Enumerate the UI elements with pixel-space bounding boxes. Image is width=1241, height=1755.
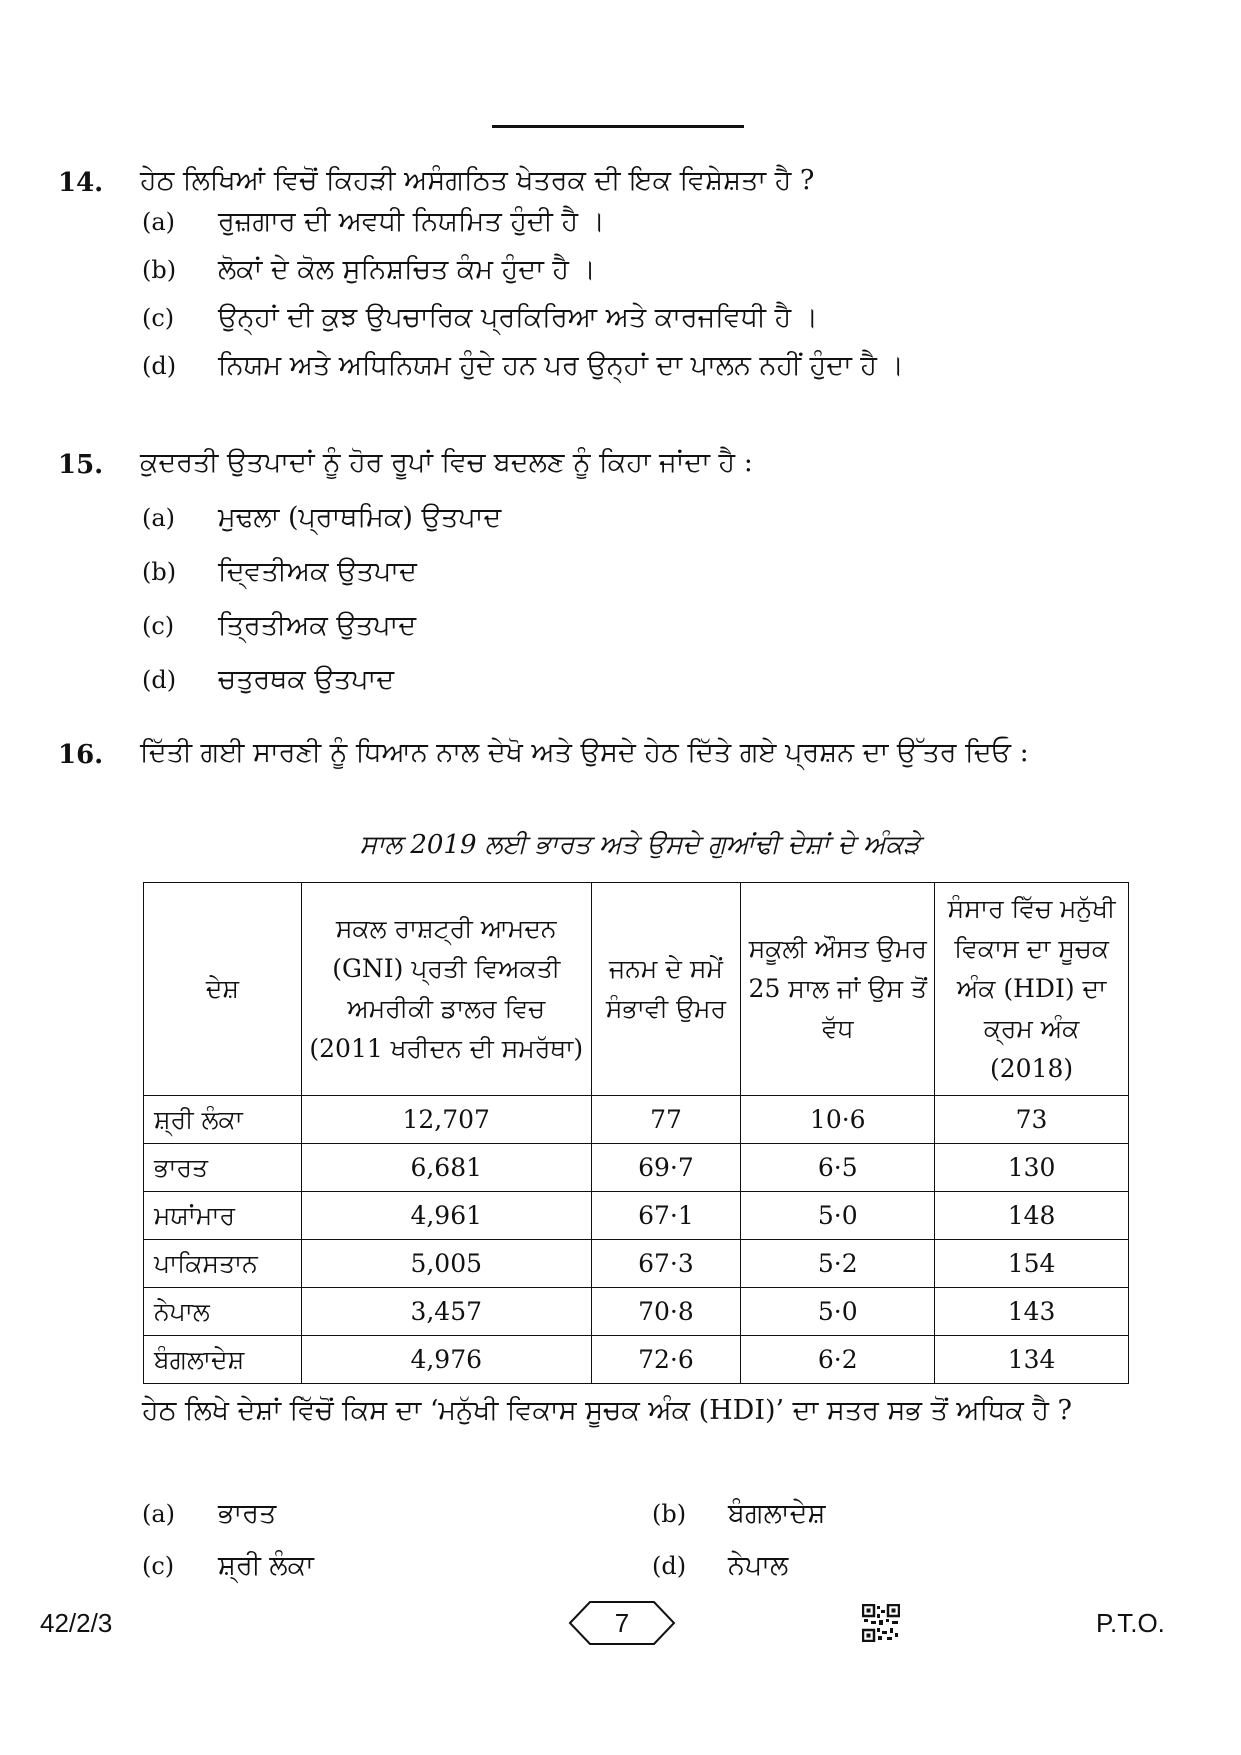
option-text: ਚਤੁਰਥਕ ਉਤਪਾਦ [218, 664, 395, 695]
header-mean-schooling: ਸਕੂਲੀ ਔਸਤ ਉਮਰ 25 ਸਾਲ ਜਾਂ ਉਸ ਤੋਂ ਵੱਧ [741, 883, 935, 1096]
cell-country: ਬੰਗਲਾਦੇਸ਼ [144, 1336, 302, 1384]
cell-hdi-rank: 73 [935, 1096, 1129, 1144]
cell-country: ਸ਼੍ਰੀ ਲੰਕਾ [144, 1096, 302, 1144]
question-number: 16. [58, 740, 104, 770]
qr-code-icon [862, 1604, 900, 1642]
option-label: (d) [142, 666, 177, 694]
option-c [142, 1550, 314, 1582]
cell-gni: 5,005 [301, 1240, 591, 1288]
cell-country: ਨੇਪਾਲ [144, 1288, 302, 1336]
cell-life-expectancy: 70·8 [591, 1288, 741, 1336]
option-a [142, 206, 605, 238]
cell-country: ਭਾਰਤ [144, 1144, 302, 1192]
option-text: ਸ਼੍ਰੀ ਲੰਕਾ [218, 1550, 314, 1581]
question-text: ਹੇਠ ਲਿਖਿਆਂ ਵਿਚੋਂ ਕਿਹੜੀ ਅਸੰਗਠਿਤ ਖੇਤਰਕ ਦੀ ਇਕ ਵਿਸ਼ੇਸ਼ਤਾ ਹੈ ? [140, 165, 815, 196]
cell-gni: 3,457 [301, 1288, 591, 1336]
cell-life-expectancy: 72·6 [591, 1336, 741, 1384]
option-label: (d) [652, 1552, 687, 1580]
option-label: (a) [142, 504, 176, 532]
option-label: (a) [142, 208, 176, 236]
cell-country: ਮਯਾਂਮਾਰ [144, 1192, 302, 1240]
option-text: ਮੁਢਲਾ (ਪ੍ਰਾਥਮਿਕ) ਉਤਪਾਦ [218, 502, 502, 533]
option-label: (a) [142, 1500, 176, 1528]
cell-hdi-rank: 130 [935, 1144, 1129, 1192]
cell-gni: 12,707 [301, 1096, 591, 1144]
table-row [144, 1096, 1129, 1144]
option-text: ਨਿਯਮ ਅਤੇ ਅਧਿਨਿਯਮ ਹੁੰਦੇ ਹਨ ਪਰ ਉਨ੍ਹਾਂ ਦਾ ਪਾਲਨ ਨਹੀਂ ਹੁੰਦਾ ਹੈ । [218, 350, 904, 381]
question-number: 15. [58, 450, 104, 480]
option-text: ਉਨ੍ਹਾਂ ਦੀ ਕੁਝ ਉਪਚਾਰਿਕ ਪ੍ਰਕਿਰਿਆ ਅਤੇ ਕਾਰਜਵਿਧੀ ਹੈ । [218, 302, 818, 333]
header-life-expectancy: ਜਨਮ ਦੇ ਸਮੇਂ ਸੰਭਾਵੀ ਉਮਰ [591, 883, 741, 1096]
cell-life-expectancy: 77 [591, 1096, 741, 1144]
option-b [652, 1498, 825, 1530]
question-text: ਕੁਦਰਤੀ ਉਤਪਾਦਾਂ ਨੂੰ ਹੋਰ ਰੂਪਾਂ ਵਿਚ ਬਦਲਣ ਨੂੰ ਕਿਹਾ ਜਾਂਦਾ ਹੈ : [140, 447, 753, 478]
question-number: 14. [58, 168, 104, 198]
option-text: ਬੰਗਲਾਦੇਸ਼ [728, 1498, 826, 1529]
cell-hdi-rank: 143 [935, 1288, 1129, 1336]
option-label: (c) [142, 304, 175, 332]
paper-code: 42/2/3 [40, 1608, 113, 1638]
option-label: (b) [142, 256, 177, 284]
header-gni: ਸਕਲ ਰਾਸ਼ਟ੍ਰੀ ਆਮਦਨ (GNI) ਪ੍ਰਤੀ ਵਿਅਕਤੀ ਅਮਰੀਕੀ ਡਾਲਰ ਵਿਚ (2011 ਖਰੀਦਨ ਦੀ ਸਮਰੱਥਾ) [301, 883, 591, 1096]
table-row [144, 1240, 1129, 1288]
option-a [142, 502, 501, 534]
option-label: (b) [142, 558, 177, 586]
cell-gni: 4,976 [301, 1336, 591, 1384]
please-turn-over: P.T.O. [1096, 1608, 1165, 1638]
option-text: ਰੁਜ਼ਗਾਰ ਦੀ ਅਵਧੀ ਨਿਯਮਿਤ ਹੁੰਦੀ ਹੈ । [218, 206, 605, 237]
option-label: (c) [142, 612, 175, 640]
cell-mean-schooling: 5·0 [741, 1288, 935, 1336]
cell-hdi-rank: 154 [935, 1240, 1129, 1288]
option-label: (b) [652, 1500, 687, 1528]
cell-life-expectancy: 69·7 [591, 1144, 741, 1192]
option-text: ਦ੍ਵਿਤੀਅਕ ਉਤਪਾਦ [218, 556, 417, 587]
question-text: ਦਿੱਤੀ ਗਈ ਸਾਰਣੀ ਨੂੰ ਧਿਆਨ ਨਾਲ ਦੇਖੋ ਅਤੇ ਉਸਦੇ ਹੇਠ ਦਿੱਤੇ ਗਏ ਪ੍ਰਸ਼ਨ ਦਾ ਉੱਤਰ ਦਿਓ : [140, 737, 1029, 768]
cell-hdi-rank: 134 [935, 1336, 1129, 1384]
option-text: ਲੋਕਾਂ ਦੇ ਕੋਲ ਸੁਨਿਸ਼ਚਿਤ ਕੰਮ ਹੁੰਦਾ ਹੈ । [218, 254, 596, 285]
cell-mean-schooling: 10·6 [741, 1096, 935, 1144]
option-label: (c) [142, 1552, 175, 1580]
option-c [142, 302, 818, 334]
option-c [142, 610, 416, 642]
option-d [652, 1550, 788, 1582]
option-label: (d) [142, 352, 177, 380]
cell-gni: 6,681 [301, 1144, 591, 1192]
cell-mean-schooling: 6·5 [741, 1144, 935, 1192]
cell-hdi-rank: 148 [935, 1192, 1129, 1240]
page-number: 7 [614, 1608, 630, 1638]
option-b [142, 254, 596, 286]
option-text: ਭਾਰਤ [218, 1498, 277, 1529]
table-row [144, 1288, 1129, 1336]
cell-mean-schooling: 5·2 [741, 1240, 935, 1288]
option-d [142, 350, 904, 382]
table-row [144, 1336, 1129, 1384]
cell-life-expectancy: 67·1 [591, 1192, 741, 1240]
option-text: ਤ੍ਰਿਤੀਅਕ ਉਤਪਾਦ [218, 610, 417, 641]
header-country: ਦੇਸ਼ [144, 883, 302, 1096]
page-number-badge [568, 1600, 676, 1646]
cell-gni: 4,961 [301, 1192, 591, 1240]
cell-life-expectancy: 67·3 [591, 1240, 741, 1288]
option-a [142, 1498, 276, 1530]
cell-mean-schooling: 5·0 [741, 1192, 935, 1240]
option-text: ਨੇਪਾਲ [728, 1550, 789, 1581]
table-header-row [144, 883, 1129, 1096]
header-hdi-rank: ਸੰਸਾਰ ਵਿੱਚ ਮਨੁੱਖੀ ਵਿਕਾਸ ਦਾ ਸੂਚਕ ਅੰਕ (HDI) ਦਾ ਕ੍ਰਮ ਅੰਕ (2018) [935, 883, 1129, 1096]
option-d [142, 664, 394, 696]
cell-country: ਪਾਕਿਸਤਾਨ [144, 1240, 302, 1288]
table-row [144, 1192, 1129, 1240]
country-statistics-table [143, 882, 1129, 1384]
section-divider [492, 125, 744, 128]
sub-question-text: ਹੇਠ ਲਿਖੇ ਦੇਸ਼ਾਂ ਵਿੱਚੋਂ ਕਿਸ ਦਾ ‘ਮਨੁੱਖੀ ਵਿਕਾਸ ਸੂਚਕ ਅੰਕ (HDI)’ ਦਾ ਸਤਰ ਸਭ ਤੋਂ ਅਧਿਕ ਹੈ ? [142, 1395, 1072, 1426]
table-row [144, 1144, 1129, 1192]
option-b [142, 556, 417, 588]
cell-mean-schooling: 6·2 [741, 1336, 935, 1384]
table-caption: ਸਾਲ 2019 ਲਈ ਭਾਰਤ ਅਤੇ ਉਸਦੇ ਗੁਆਂਢੀ ਦੇਸ਼ਾਂ ਦੇ ਅੰਕੜੇ [359, 830, 921, 860]
